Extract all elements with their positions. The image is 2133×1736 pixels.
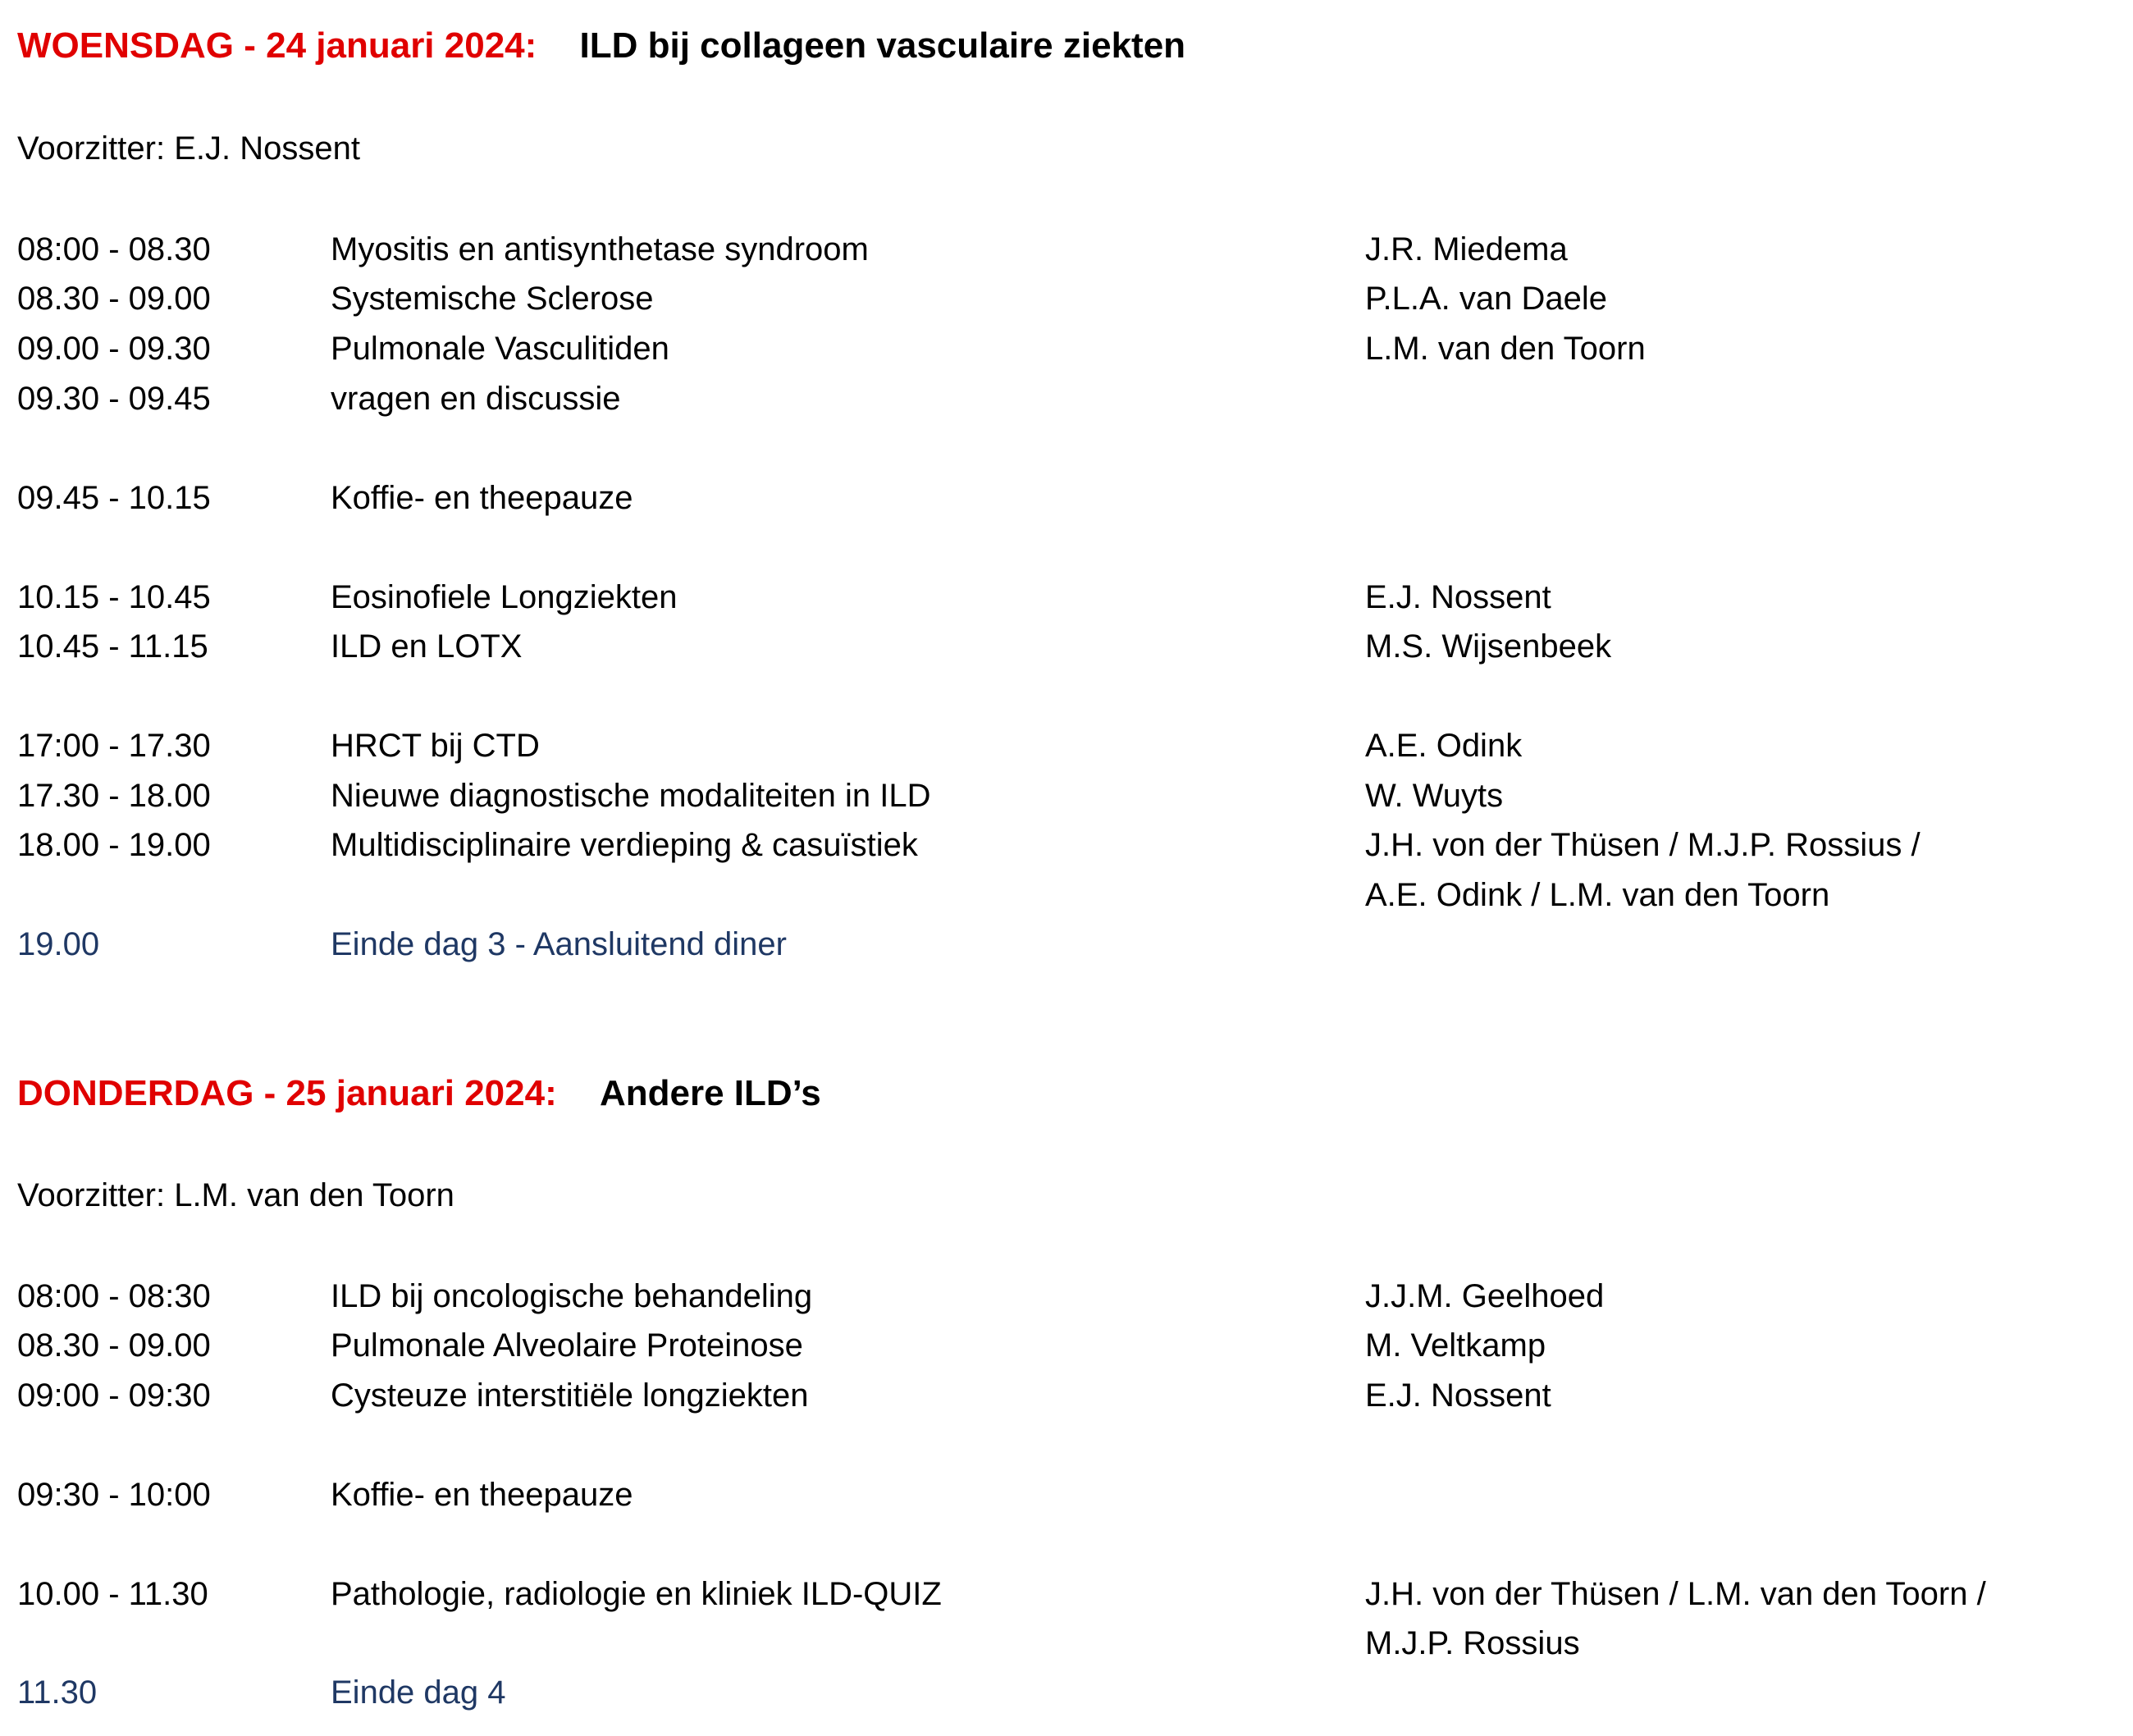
session-time: 08.30 - 09.00 <box>17 1327 211 1364</box>
session-time: 08:00 - 08:30 <box>17 1278 211 1314</box>
schedule-row <box>0 630 2133 679</box>
session-title: vragen en discussie <box>331 381 621 417</box>
session-title: Pulmonale Alveolaire Proteinose <box>331 1327 803 1364</box>
day-heading-topic: ILD bij collageen vasculaire ziekten <box>579 25 1186 66</box>
chair-line: Voorzitter: E.J. Nossent <box>17 130 360 167</box>
session-title: Cysteuze interstitiële longziekten <box>331 1377 809 1414</box>
session-time: 09.45 - 10.15 <box>17 480 211 516</box>
session-title: Koffie- en theepauze <box>331 480 633 516</box>
session-title: Koffie- en theepauze <box>331 1477 633 1513</box>
session-time: 09.30 - 09.45 <box>17 381 211 417</box>
schedule-row <box>0 1329 2133 1378</box>
schedule-row <box>0 829 2133 878</box>
schedule-row <box>0 1280 2133 1329</box>
session-speaker: J.H. von der Thüsen / L.M. van den Toorn / <box>1365 1576 1986 1612</box>
session-speaker: J.R. Miedema <box>1365 231 1568 267</box>
session-title: Pathologie, radiologie en kliniek ILD-QUIZ <box>331 1576 942 1612</box>
session-time: 19.00 <box>17 926 100 962</box>
day-heading <box>17 1073 821 1113</box>
schedule-row <box>0 382 2133 432</box>
schedule-row <box>0 233 2133 282</box>
session-time: 08.30 - 09.00 <box>17 281 211 317</box>
session-speaker: M.S. Wijsenbeek <box>1365 628 1612 665</box>
session-time: 09:00 - 09:30 <box>17 1377 211 1414</box>
session-title: Eosinofiele Longziekten <box>331 579 678 615</box>
schedule-row <box>0 779 2133 829</box>
session-speaker: W. Wuyts <box>1365 778 1504 814</box>
schedule-row-continuation <box>0 879 2133 928</box>
session-speaker: M.J.P. Rossius <box>1365 1625 1580 1661</box>
session-speaker: J.J.M. Geelhoed <box>1365 1278 1605 1314</box>
schedule-row <box>0 282 2133 331</box>
schedule-row <box>0 581 2133 630</box>
schedule-row <box>0 332 2133 381</box>
day-heading-date: WOENSDAG - 24 januari 2024: <box>17 25 537 66</box>
schedule-row-end-of-day <box>0 1676 2133 1725</box>
session-time: 09:30 - 10:00 <box>17 1477 211 1513</box>
session-time: 17.30 - 18.00 <box>17 778 211 814</box>
session-speaker: L.M. van den Toorn <box>1365 331 1646 367</box>
session-title: HRCT bij CTD <box>331 728 540 764</box>
schedule-row-continuation <box>0 1627 2133 1676</box>
session-time: 18.00 - 19.00 <box>17 827 211 863</box>
session-title: ILD bij oncologische behandeling <box>331 1278 813 1314</box>
session-title: ILD en LOTX <box>331 628 523 665</box>
schedule-row-break <box>0 482 2133 531</box>
schedule-row <box>0 729 2133 779</box>
session-title: Einde dag 3 - Aansluitend diner <box>331 926 787 962</box>
session-time: 10.00 - 11.30 <box>17 1576 208 1612</box>
session-speaker: E.J. Nossent <box>1365 579 1551 615</box>
session-speaker: A.E. Odink / L.M. van den Toorn <box>1365 877 1830 913</box>
session-title: Multidisciplinaire verdieping & casuïstiek <box>331 827 918 863</box>
session-title: Pulmonale Vasculitiden <box>331 331 669 367</box>
session-title: Einde dag 4 <box>331 1674 506 1711</box>
schedule-row-break <box>0 1478 2133 1528</box>
session-time: 17:00 - 17.30 <box>17 728 211 764</box>
session-speaker: E.J. Nossent <box>1365 1377 1551 1414</box>
session-speaker: M. Veltkamp <box>1365 1327 1546 1364</box>
session-speaker: J.H. von der Thüsen / M.J.P. Rossius / <box>1365 827 1921 863</box>
session-speaker: A.E. Odink <box>1365 728 1523 764</box>
session-speaker: P.L.A. van Daele <box>1365 281 1608 317</box>
schedule-row <box>0 1379 2133 1428</box>
session-time: 10.45 - 11.15 <box>17 628 208 665</box>
schedule-row-end-of-day <box>0 928 2133 977</box>
session-time: 10.15 - 10.45 <box>17 579 211 615</box>
session-time: 08:00 - 08.30 <box>17 231 211 267</box>
day-heading-date: DONDERDAG - 25 januari 2024: <box>17 1073 557 1113</box>
session-title: Nieuwe diagnostische modaliteiten in ILD <box>331 778 931 814</box>
day-heading <box>17 25 1186 66</box>
session-time: 11.30 <box>17 1674 98 1711</box>
day-heading-topic: Andere ILD’s <box>599 1073 821 1113</box>
session-title: Myositis en antisynthetase syndroom <box>331 231 869 267</box>
session-time: 09.00 - 09.30 <box>17 331 211 367</box>
session-title: Systemische Sclerose <box>331 281 654 317</box>
schedule-row <box>0 1578 2133 1627</box>
chair-line: Voorzitter: L.M. van den Toorn <box>17 1177 454 1213</box>
